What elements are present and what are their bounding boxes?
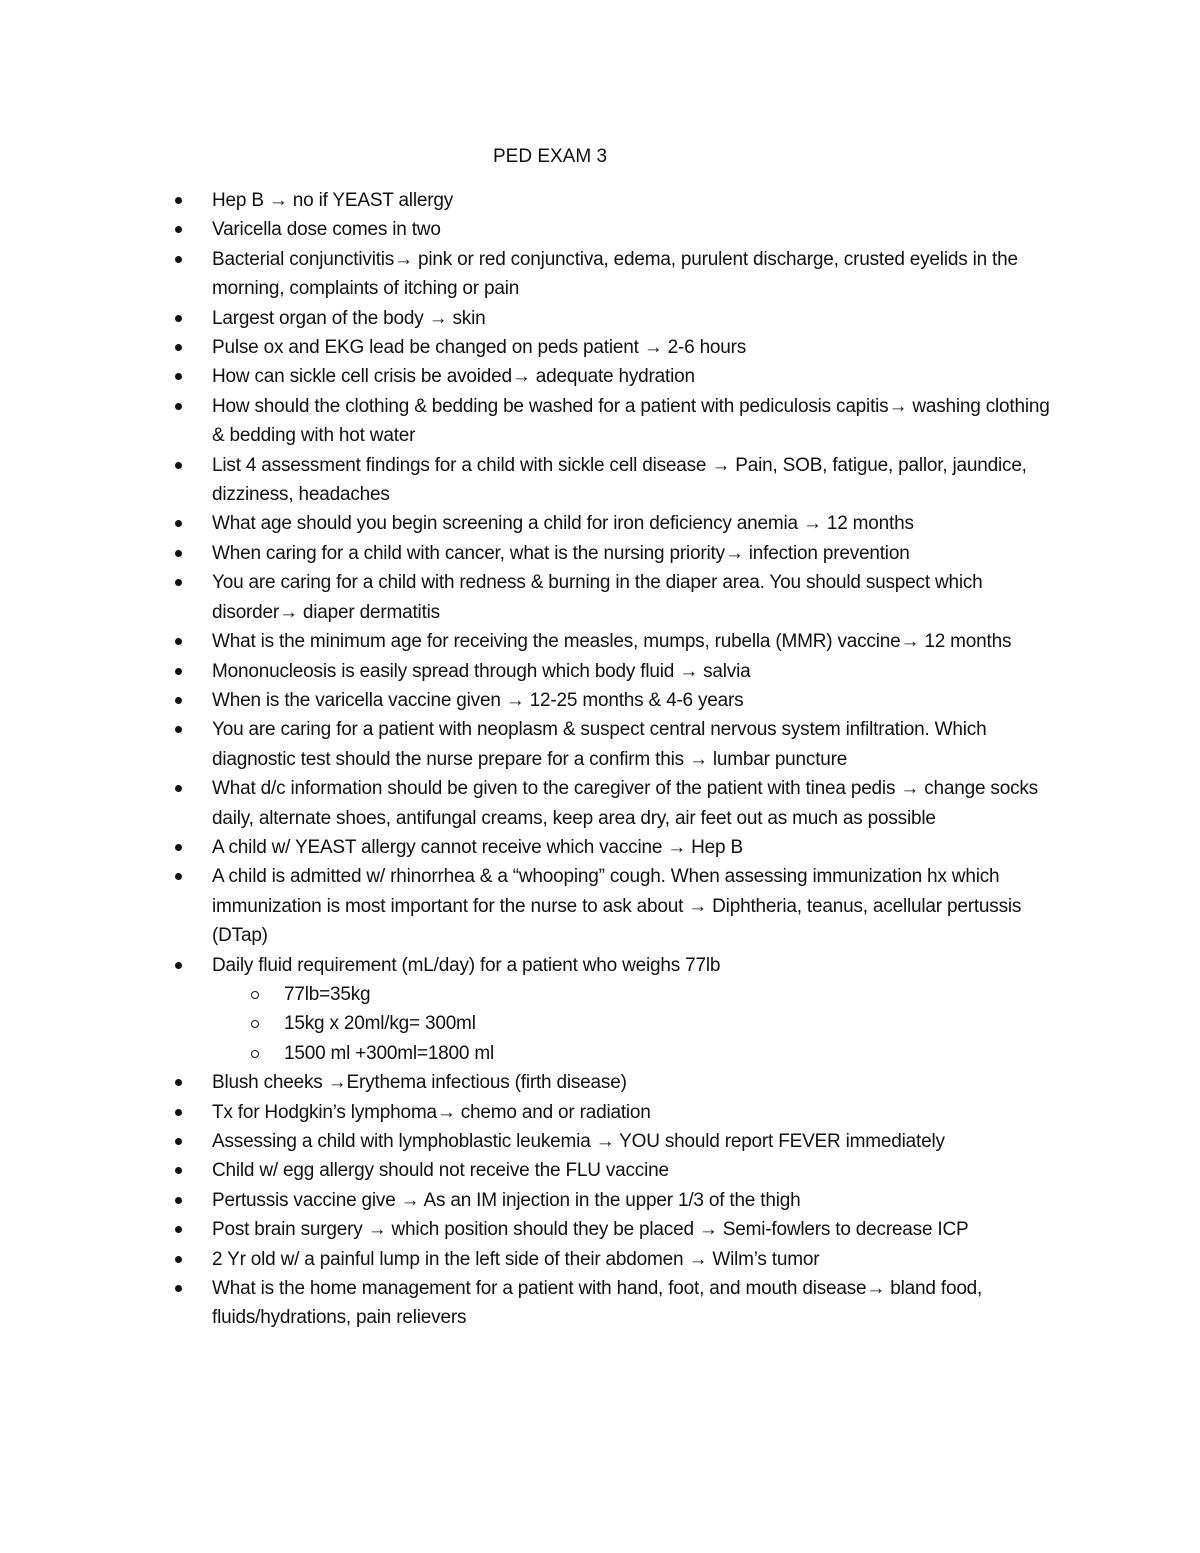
list-item-text: Tx for Hodgkin’s lymphoma→ chemo and or radiation (212, 1101, 651, 1123)
bullet-icon (175, 520, 182, 527)
bullet-icon (175, 1109, 182, 1116)
bullet-icon (175, 550, 182, 557)
list-item-text: Assessing a child with lymphoblastic leukemia → YOU should report FEVER immediately (212, 1131, 945, 1152)
bullet-icon (175, 1138, 182, 1145)
list-item-text: Varicella dose comes in two (212, 219, 441, 241)
sub-list-item-text: 1500 ml +300ml=1800 ml (284, 1042, 495, 1064)
bullet-icon (175, 579, 182, 586)
bullet-icon (175, 1285, 182, 1292)
sub-list-item-text: 77lb=35kg (284, 983, 371, 1005)
list-item-text: Hep B → no if YEAST allergy (212, 190, 454, 211)
hollow-bullet-icon (251, 1020, 259, 1028)
list-item-text: You are caring for a patient with neoplasm & suspect central nervous system infiltration. Which diagnostic test should the nurse prepare for a confirm this → lumbar puncture (212, 719, 987, 770)
hollow-bullet-icon (251, 1050, 259, 1058)
list-item-text: Largest organ of the body → skin (212, 307, 486, 329)
list-item (0, 186, 1062, 215)
list-item (0, 362, 1062, 391)
list-item (0, 951, 1062, 1069)
list-item (0, 1245, 1062, 1274)
list-item (0, 833, 1062, 862)
list-item-text: Pulse ox and EKG lead be changed on peds patient → 2-6 hours (212, 337, 747, 359)
list-item-text: How can sickle cell crisis be avoided→ adequate hydration (212, 366, 695, 388)
list-item-text: Bacterial conjunctivitis→ pink or red conjunctiva, edema, purulent discharge, crusted eyelids in the morning, complaints of itching or pain (212, 248, 1018, 300)
list-item (0, 657, 1062, 686)
bullet-icon (175, 1167, 182, 1174)
bullet-icon (175, 315, 182, 322)
list-item (0, 392, 1062, 451)
bullet-icon (175, 462, 182, 469)
bullet-icon (175, 726, 182, 733)
list-item-text: How should the clothing & bedding be washed for a patient with pediculosis capitis→ washing clothing & bedding with hot water (212, 395, 1050, 447)
list-item (0, 715, 1062, 774)
list-item-text: What is the minimum age for receiving the measles, mumps, rubella (MMR) vaccine→ 12 months (212, 631, 1012, 653)
bullet-icon (175, 1226, 182, 1233)
hollow-bullet-icon (251, 991, 259, 999)
list-item-text: 2 Yr old w/ a painful lump in the left side of their abdomen → Wilm’s tumor (212, 1248, 820, 1270)
list-item-text: Blush cheeks →Erythema infectious (firth disease) (212, 1072, 627, 1094)
bullet-icon (175, 697, 182, 704)
list-item (0, 333, 1062, 362)
list-item (0, 568, 1062, 627)
bullet-list (0, 186, 1200, 1333)
list-item-text: What is the home management for a patient with hand, foot, and mouth disease→ bland food, fluids/hydrations, pain relievers (212, 1278, 983, 1329)
list-item (0, 1274, 1062, 1333)
list-item (0, 862, 1062, 950)
list-item (0, 686, 1062, 715)
list-item-text: Daily fluid requirement (mL/day) for a patient who weighs 77lb (212, 954, 721, 976)
list-item (0, 1127, 1062, 1156)
list-item-text: A child is admitted w/ rhinorrhea & a “whooping” cough. When assessing immunization hx which immunization is most important for the nurse to ask about → Diphtheria, teanus, acellular pertussis (DTap) (212, 866, 1022, 947)
list-item (0, 1156, 1062, 1185)
list-item (0, 1215, 1062, 1244)
list-item-text: You are caring for a child with redness & burning in the diaper area. You should suspect which disorder→ diaper dermatitis (212, 572, 983, 623)
sub-list-item-text: 15kg x 20ml/kg= 300ml (284, 1013, 476, 1035)
list-item (0, 539, 1062, 568)
sub-list-item (212, 980, 1062, 1009)
list-item (0, 304, 1062, 333)
list-item-text: Post brain surgery → which position should they be placed → Semi-fowlers to decrease ICP (212, 1219, 969, 1241)
list-item-text: Mononucleosis is easily spread through which body fluid → salvia (212, 660, 751, 682)
list-item-text: Child w/ egg allergy should not receive the FLU vaccine (212, 1160, 669, 1182)
list-item (0, 1186, 1062, 1215)
list-item-text: What d/c information should be given to the caregiver of the patient with tinea pedis → change socks daily, alternate shoes, antifungal creams, keep area dry, air feet out as much as possible (212, 778, 1038, 829)
bullet-icon (175, 1256, 182, 1263)
bullet-icon (175, 962, 182, 969)
sub-list-item (212, 1009, 1062, 1038)
list-item-text: Pertussis vaccine give → As an IM injection in the upper 1/3 of the thigh (212, 1189, 801, 1211)
bullet-icon (175, 638, 182, 645)
bullet-icon (175, 403, 182, 410)
list-item (0, 509, 1062, 538)
bullet-icon (175, 844, 182, 851)
bullet-icon (175, 373, 182, 380)
list-item (0, 627, 1062, 656)
bullet-icon (175, 197, 182, 204)
list-item-text: List 4 assessment findings for a child with sickle cell disease → Pain, SOB, fatigue, pallor, jaundice, dizziness, headaches (212, 454, 1027, 506)
bullet-icon (175, 873, 182, 880)
sub-list-item (212, 1039, 1062, 1068)
bullet-icon (175, 256, 182, 263)
list-item (0, 451, 1062, 510)
list-item (0, 215, 1062, 244)
page-title: PED EXAM 3 (492, 146, 608, 167)
bullet-icon (175, 1197, 182, 1204)
list-item (0, 1068, 1062, 1097)
bullet-icon (175, 226, 182, 233)
list-item (0, 245, 1062, 304)
list-item (0, 774, 1062, 833)
list-item-text: When caring for a child with cancer, what is the nursing priority→ infection prevention (212, 542, 910, 564)
sub-list (212, 980, 1062, 1068)
list-item-text: A child w/ YEAST allergy cannot receive which vaccine → Hep B (212, 836, 743, 858)
bullet-icon (175, 785, 182, 792)
list-item-text: When is the varicella vaccine given → 12-25 months & 4-6 years (212, 689, 744, 711)
list-item (0, 1098, 1062, 1127)
bullet-icon (175, 344, 182, 351)
bullet-icon (175, 668, 182, 675)
bullet-icon (175, 1079, 182, 1086)
list-item-text: What age should you begin screening a child for iron deficiency anemia → 12 months (212, 513, 914, 535)
